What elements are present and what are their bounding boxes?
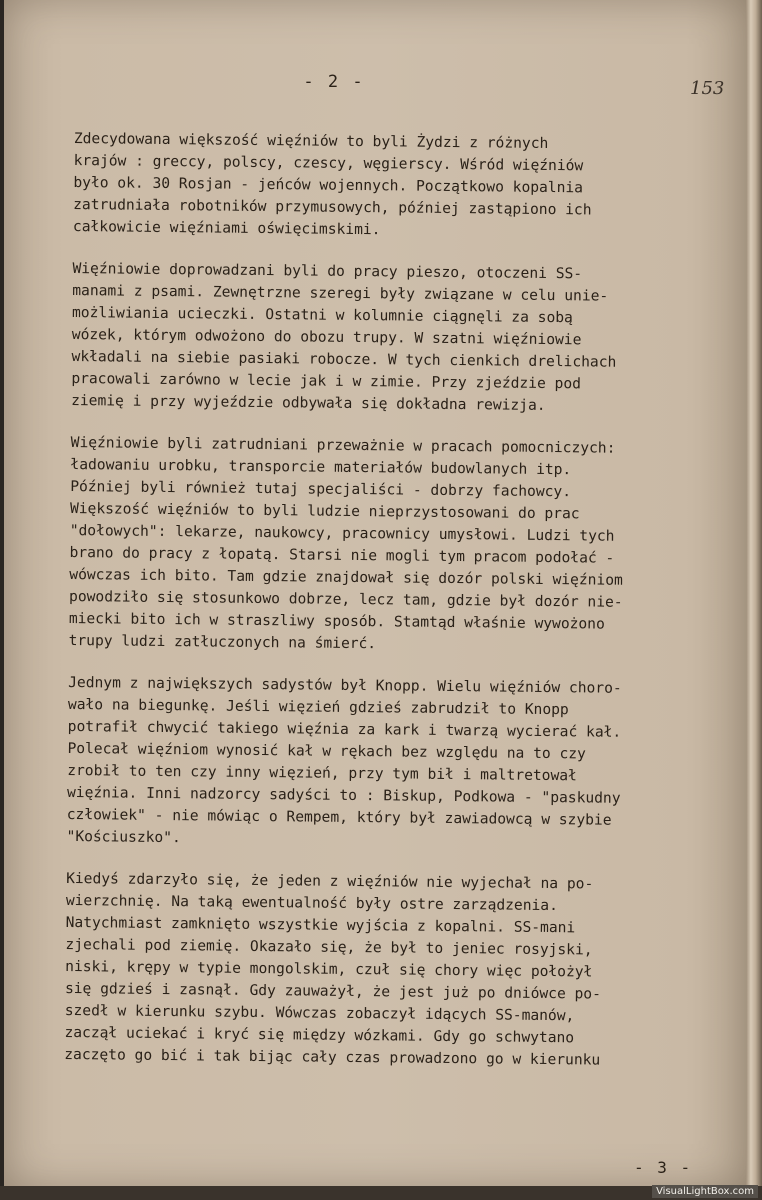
text-line: Później byli również tutaj specjaliści - dobrzy fachowcy. bbox=[70, 477, 572, 501]
text-line: zjechali pod ziemię. Okazało się, że był to jeniec rosyjski, bbox=[65, 935, 593, 959]
text-line: Polecał więźniom wynosić kał w rękach bez względu na to czy bbox=[67, 739, 586, 763]
text-line: powodziło się stosunkowo dobrze, lecz tam, gdzie był dozór nie- bbox=[69, 587, 623, 611]
text-line: Zdecydowana większość więźniów to byli Żydzi z różnych bbox=[73, 129, 549, 152]
text-line: całkowicie więźniami oświęcimskimi. bbox=[72, 217, 381, 239]
text-line: ziemię i przy wyjeździe odbywała się dokładna rewizja. bbox=[71, 391, 546, 414]
watermark-label[interactable]: VisualLightBox.com bbox=[652, 1185, 758, 1198]
page-number-bottom: - 3 - bbox=[634, 1158, 693, 1177]
text-line: Kiedyś zdarzyło się, że jeden z więźniów nie wyjechał na po- bbox=[66, 869, 594, 893]
text-line: wówczas ich bito. Tam gdzie znajdował się dozór polski więźniom bbox=[69, 565, 623, 589]
text-line: niski, krępy w typie mongolskim, czuł się chory więc położył bbox=[65, 957, 593, 981]
text-line: wierzchnię. Na taką ewentualność były ostre zarządzenia. bbox=[65, 891, 559, 915]
paragraph bbox=[73, 128, 734, 245]
text-line: trupy ludzi zatłuczonych na śmierć. bbox=[68, 631, 377, 653]
text-line: wózek, którym odwożono do obozu trupy. W szatni więźniowie bbox=[71, 325, 582, 349]
text-line: ładowaniu urobku, transporcie materiałów budowlanych itp. bbox=[70, 455, 572, 479]
text-line: Więźniowie doprowadzani byli do pracy pieszo, otoczeni SS- bbox=[72, 259, 583, 283]
text-line: zaczął uciekać i kryć się między wózkami. Gdy go schwytano bbox=[64, 1023, 575, 1047]
text-line: Jednym z największych sadystów był Knopp. Wielu więźniów choro- bbox=[68, 673, 622, 697]
page-edge bbox=[746, 0, 762, 1200]
text-line: więźnia. Inni nadzorcy sadyści to : Biskup, Podkowa - "paskudny bbox=[66, 783, 621, 807]
text-line: "dołowych": lekarze, naukowcy, pracownicy umysłowi. Ludzi tych bbox=[69, 521, 615, 545]
text-line: krajów : greccy, polscy, czescy, węgierscy. Wśród więźniów bbox=[73, 151, 584, 175]
text-line: potrafił chwycić takiego więźnia za kark i twarzą wycierać kał. bbox=[67, 717, 622, 741]
text-line: brano do pracy z łopatą. Starsi nie mogli tym pracom podołać - bbox=[69, 543, 615, 567]
text-line: manami z psami. Zewnętrzne szeregi były związane w celu unie- bbox=[72, 281, 609, 305]
text-line: było ok. 30 Rosjan - jeńców wojennych. Początkowo kopalnia bbox=[73, 173, 584, 197]
text-line: wało na biegunkę. Jeśli więzień gdzieś zabrudził to Knopp bbox=[67, 695, 569, 719]
text-line: zatrudniała robotników przymusowych, później zastąpiono ich bbox=[73, 195, 592, 219]
text-line: "Kościuszko". bbox=[66, 827, 181, 847]
text-line: możliwiania ucieczki. Ostatni w kolumnie ciągnęli za sobą bbox=[71, 303, 573, 327]
text-line: wkładali na siebie pasiaki robocze. W tych cienkich drelichach bbox=[71, 347, 617, 371]
text-line: Więźniowie byli zatrudniani przeważnie w pracach pomocniczych: bbox=[70, 433, 616, 457]
scan-bottom-border bbox=[0, 1186, 762, 1200]
text-line: zaczęto go bić i tak bijąc cały czas prowadzono go w kierunku bbox=[64, 1045, 601, 1069]
page-number-top: - 2 - bbox=[303, 72, 365, 92]
text-line: szedł w kierunku szybu. Wówczas zobaczył idących SS-manów, bbox=[64, 1001, 575, 1025]
text-line: pracowali zarówno w lecie jak i w zimie. Przy zjeździe pod bbox=[71, 369, 582, 393]
text-line: człowiek" - nie mówiąc o Rempem, który był zawiadowcą w szybie bbox=[66, 805, 612, 829]
text-line: się gdzieś i zasnął. Gdy zauważył, że jest już po dniówce po- bbox=[64, 979, 602, 1003]
text-line: zrobił to ten czy inny więzień, przy tym bił i maltretował bbox=[67, 761, 577, 785]
paragraph bbox=[71, 258, 733, 419]
paragraph bbox=[66, 672, 728, 855]
archive-page-number: 153 bbox=[690, 78, 725, 99]
text-line: Większość więźniów to byli ludzie nieprzystosowani do prac bbox=[69, 499, 580, 523]
text-line: miecki bito ich w straszliwy sposób. Stamtąd właśnie wywożono bbox=[68, 609, 605, 633]
paragraph bbox=[69, 432, 731, 659]
text-line: Natychmiast zamknięto wszystkie wyjścia z kopalni. SS-mani bbox=[65, 913, 576, 937]
paragraph bbox=[64, 868, 726, 1073]
paper-sheet bbox=[4, 0, 746, 1188]
body-text bbox=[64, 128, 734, 1093]
